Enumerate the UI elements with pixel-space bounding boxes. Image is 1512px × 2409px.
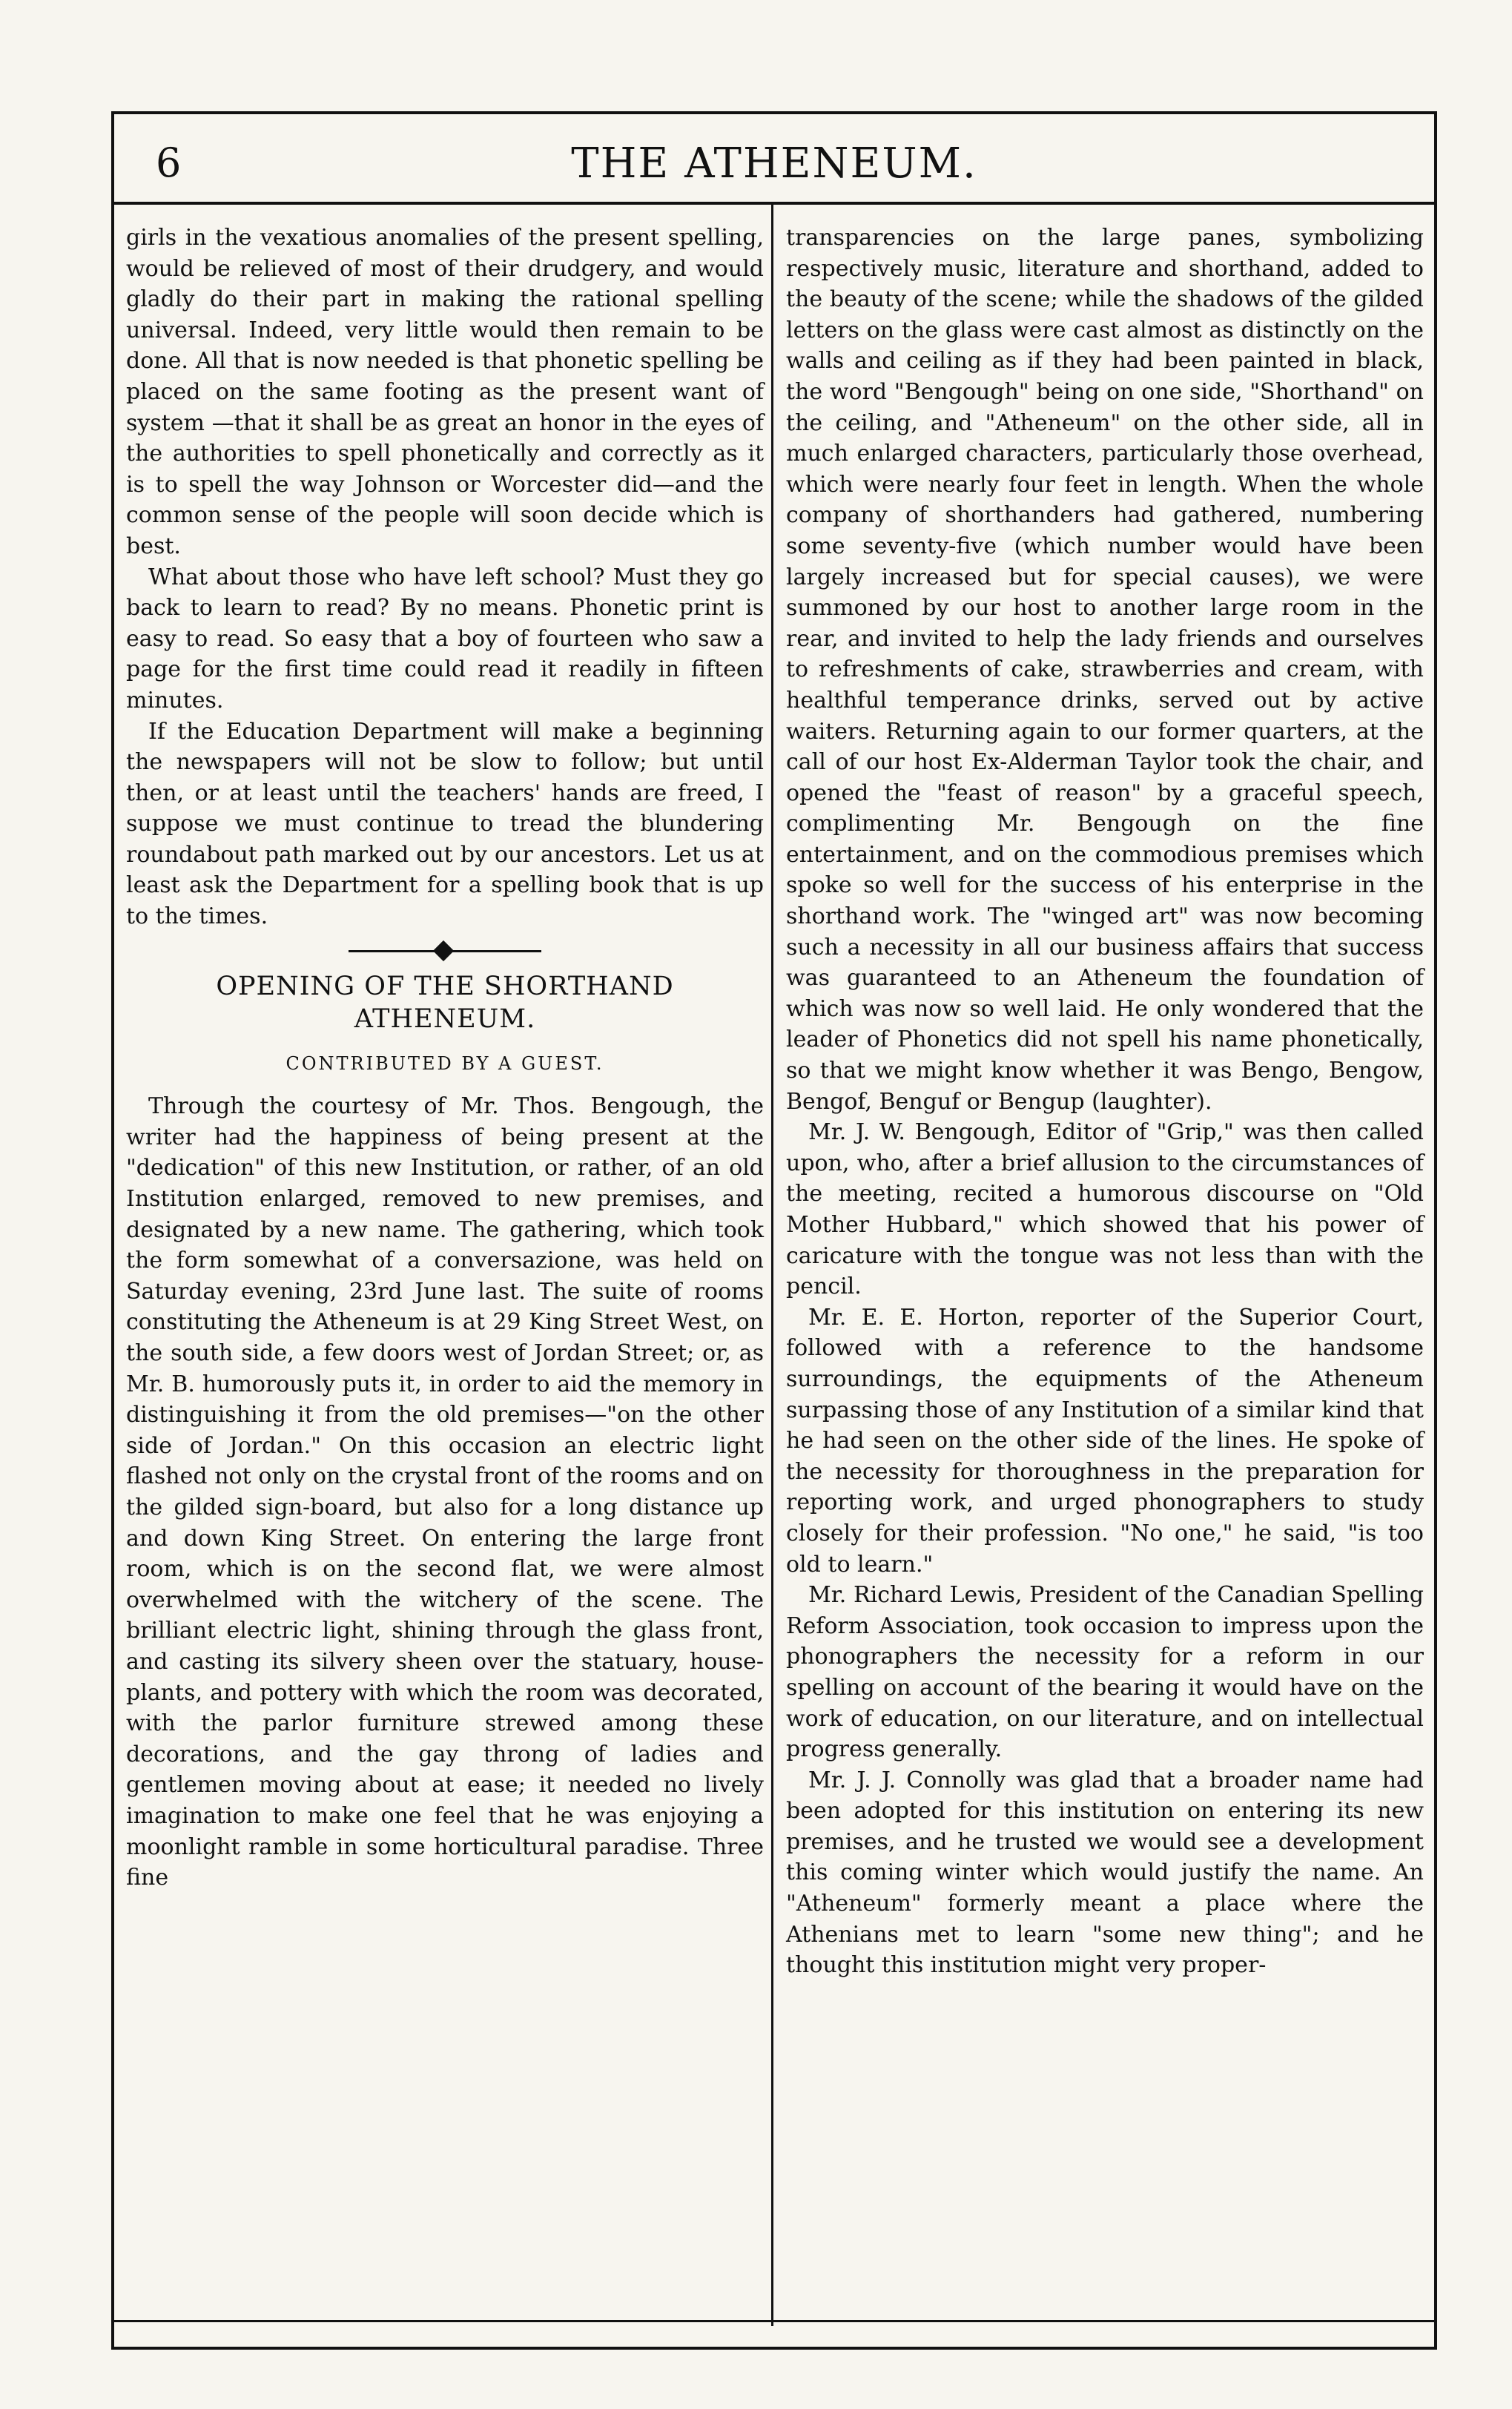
right-paragraph-3: Mr. E. E. Horton, reporter of the Superior Court, followed with a reference to the handsome surroundings, the equipments of the Atheneum surpassing those of any Institution of a similar kind that he had seen on the other side of the lines. He spoke of the necessity for thoroughness in the preparation for reporting work, and urged phonographers to study closely for their profession. "No one," he said, "is too old to learn." xyxy=(786,1304,1424,1578)
left-paragraph-1: girls in the vexatious anomalies of the present spelling, would be relieved of most of their drudgery, and would gladly do their part in making the rational spelling universal. Indeed, very little would then remain to be done. All that is now needed is that phonetic spelling be placed on the same footing as the present want of system —that it shall be as great an honor in the eyes of the authorities to spell phonetically and correctly as it is to spell the way Johnson or Worcester did—and the common sense of the people will soon decide which is best. xyxy=(126,225,764,559)
page-number: 6 xyxy=(156,139,182,186)
bottom-rule xyxy=(114,2320,1434,2322)
right-paragraph-1: transparencies on the large panes, symbolizing respectively music, literature and shorthand, added to the beauty of the scene; while the shadows of the gilded letters on the glass were cast almost as distinctly on the walls and ceiling as if they had been painted in black, the word "Bengough" being on one side, "Shorthand" on the ceiling, and "Atheneum" on the other side, all in much enlarged characters, particularly those overhead, which were nearly four feet in length. When the whole company of shorthanders had gathered, numbering some seventy-five (which number would have been largely increased but for special causes), we were summoned by our host to another large room in the rear, and invited to help the lady friends and ourselves to refreshments of cake, strawberries and cream, with healthful temperance drinks, served out by active waiters. Returning again to our former quarters, at the call of our host Ex-Alderman Taylor took the chair, and opened the "feast of reason" by a graceful speech, complimenting Mr. Bengough on the fine entertainment, and on the commodious premises which spoke so well for the success of his enterprise in the shorthand work. The "winged art" was now becoming such a necessity in all our business affairs that success was guaranteed to an Atheneum the foundation of which was now so well laid. He only wondered that the leader of Phonetics did not spell his name phonetically, so that we might know whether it was Bengo, Bengow, Bengof, Benguf or Bengup (laughter). xyxy=(786,225,1424,1115)
right-paragraph-2: Mr. J. W. Bengough, Editor of "Grip," was then called upon, who, after a brief allusion to the circumstances of the meeting, recited a humorous discourse on "Old Mother Hubbard," which showed that his power of caricature with the tongue was not less than with the pencil. xyxy=(786,1119,1424,1300)
masthead-title: THE ATHENEUM. xyxy=(571,139,977,188)
right-column xyxy=(786,223,1424,1981)
page-header xyxy=(111,111,1437,215)
article-title: OPENING OF THE SHORTHAND ATHENEUM. xyxy=(216,971,674,1034)
column-divider xyxy=(771,205,773,2326)
right-paragraph-4: Mr. Richard Lewis, President of the Canadian Spelling Reform Association, took occasion to impress upon the phonographers the necessity for a reform in our spelling on account of the bearing it would have on the work of education, on our literature, and on intellectual progress generally. xyxy=(786,1582,1424,1763)
section-divider xyxy=(349,950,541,952)
right-paragraph-5: Mr. J. J. Connolly was glad that a broader name had been adopted for this institution on entering its new premises, and he trusted we would see a development this coming winter which would justify the name. An "Atheneum" formerly meant a place where the Athenians met to learn "some new thing"; and he thought this institution might very proper- xyxy=(786,1767,1424,1979)
article-byline: CONTRIBUTED BY A GUEST. xyxy=(285,1052,604,1074)
article-paragraph-1: Through the courtesy of Mr. Thos. Bengough, the writer had the happiness of being present at the "dedication" of this new Institution, or rather, of an old Institution enlarged, removed to new premises, and designated by a new name. The gathering, which took the form somewhat of a conversazione, was held on Saturday evening, 23rd June last. The suite of rooms constituting the Atheneum is at 29 King Street West, on the south side, a few doors west of Jordan Street; or, as Mr. B. humorously puts it, in order to aid the memory in distinguishing it from the old premises—"on the other side of Jordan." On this occasion an electric light flashed not only on the crystal front of the rooms and on the gilded sign-board, but also for a long distance up and down King Street. On entering the large front room, which is on the second flat, we were almost overwhelmed with the witchery of the scene. The brilliant electric light, shining through the glass front, and casting its silvery sheen over the statuary, house-plants, and pottery with which the room was decorated, with the parlor furniture strewed among these decorations, and the gay throng of ladies and gentlemen moving about at ease; it needed no lively imagination to make one feel that he was enjoying a moonlight ramble in some horticultural paradise. Three fine xyxy=(126,1093,764,1891)
header-rule xyxy=(114,202,1434,205)
left-paragraph-2: What about those who have left school? Must they go back to learn to read? By no means. Phonetic print is easy to read. So easy that a boy of fourteen who saw a page for the first time could read it readily in fifteen minutes. xyxy=(126,564,764,714)
left-column xyxy=(126,223,764,1894)
left-paragraph-3: If the Education Department will make a beginning the newspapers will not be slow to follow; but until then, or at least until the teachers' hands are freed, I suppose we must continue to tread the blundering roundabout path marked out by our ancestors. Let us at least ask the Department for a spelling book that is up to the times. xyxy=(126,718,764,930)
